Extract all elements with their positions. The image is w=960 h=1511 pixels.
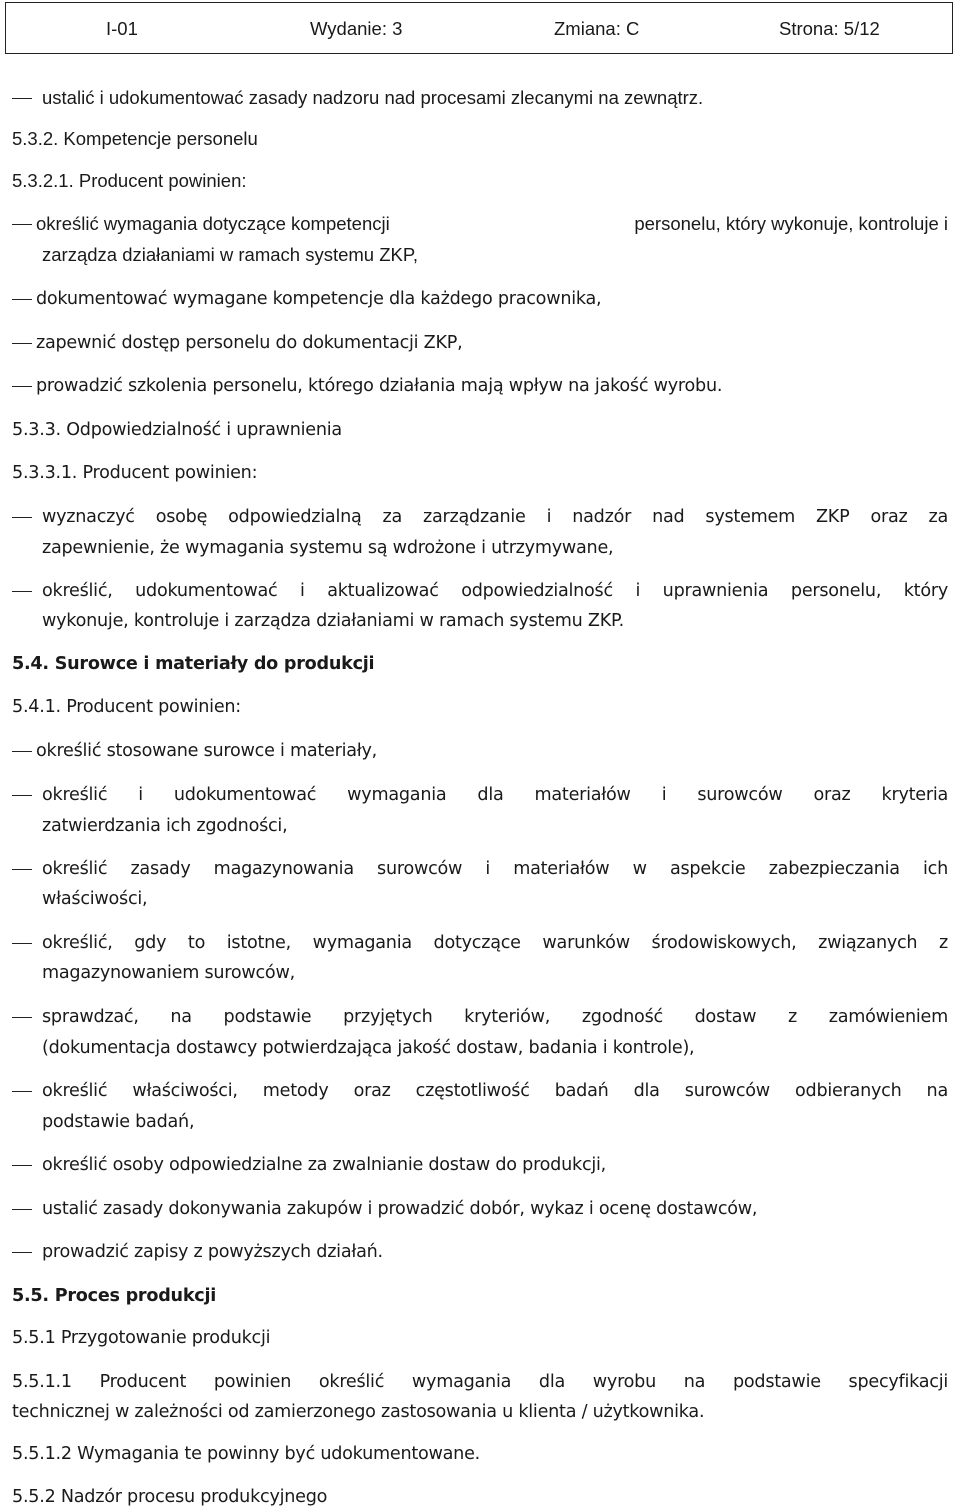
list-item: określić zasady magazynowania surowców i materiałów w aspekcie zabezpieczania ich — [42, 859, 948, 879]
paragraph-heading: 5.3.3.1. Producent powinien: — [12, 463, 258, 483]
list-item: ustalić zasady dokonywania zakupów i prowadzić dobór, wykaz i ocenę dostawców, — [42, 1199, 758, 1219]
section-heading: 5.5. Proces produkcji — [12, 1286, 217, 1306]
paragraph-heading: 5.4.1. Producent powinien: — [12, 697, 241, 717]
bullet-dash — [12, 1252, 32, 1253]
change-indicator: Zmiana: C — [554, 18, 640, 39]
subsection-heading: 5.5.2 Nadzór procesu produkcyjnego — [12, 1487, 328, 1507]
list-item: ustalić i udokumentować zasady nadzoru nad procesami zlecanymi na zewnątrz. — [42, 87, 704, 108]
bullet-dash — [12, 517, 32, 518]
list-item: określić właściwości, metody oraz częstotliwość badań dla surowców odbieranych na — [42, 1081, 948, 1101]
paragraph-continuation: technicznej w zależności od zamierzonego zastosowania u klienta / użytkownika. — [12, 1402, 705, 1422]
list-item: sprawdzać, na podstawie przyjętych kryteriów, zgodność dostaw z zamówieniem — [42, 1007, 948, 1027]
list-item: prowadzić zapisy z powyższych działań. — [42, 1242, 383, 1262]
list-item: prowadzić szkolenia personelu, którego działania mają wpływ na jakość wyrobu. — [36, 376, 723, 396]
paragraph: 5.5.1.2 Wymagania te powinny być udokumentowane. — [12, 1444, 480, 1464]
list-item: określić i udokumentować wymagania dla materiałów i surowców oraz kryteria — [42, 785, 948, 805]
list-item: określić, gdy to istotne, wymagania dotyczące warunków środowiskowych, związanych z — [42, 933, 948, 953]
section-heading: 5.4. Surowce i materiały do produkcji — [12, 654, 375, 674]
list-item-continuation: zapewnienie, że wymagania systemu są wdrożone i utrzymywane, — [42, 538, 614, 558]
doc-id: I-01 — [106, 18, 138, 39]
page-number: Strona: 5/12 — [779, 18, 880, 39]
list-item: określić osoby odpowiedzialne za zwalnianie dostaw do produkcji, — [42, 1155, 606, 1175]
document-header — [5, 2, 953, 54]
bullet-dash — [12, 224, 32, 225]
bullet-dash — [12, 795, 32, 796]
bullet-dash — [12, 343, 32, 344]
list-item — [36, 213, 948, 235]
paragraph-heading: 5.3.2.1. Producent powinien: — [12, 170, 247, 191]
bullet-dash — [12, 98, 32, 99]
list-item-continuation: zatwierdzania ich zgodności, — [42, 816, 288, 836]
subsection-heading: 5.3.2. Kompetencje personelu — [12, 128, 258, 149]
list-item: wyznaczyć osobę odpowiedzialną za zarządzanie i nadzór nad systemem ZKP oraz za — [42, 507, 948, 527]
bullet-dash — [12, 943, 32, 944]
list-item-continuation: (dokumentacja dostawcy potwierdzająca jakość dostaw, badania i kontrole), — [42, 1038, 695, 1058]
subsection-heading: 5.3.3. Odpowiedzialność i uprawnienia — [12, 420, 342, 440]
list-item-part: personelu, który wykonuje, kontroluje i — [634, 213, 948, 234]
bullet-dash — [12, 1091, 32, 1092]
list-item: zapewnić dostęp personelu do dokumentacji ZKP, — [36, 333, 463, 353]
list-item: określić, udokumentować i aktualizować odpowiedzialność i uprawnienia personelu, który — [42, 581, 948, 601]
list-item-continuation: wykonuje, kontroluje i zarządza działaniami w ramach systemu ZKP. — [42, 611, 624, 631]
bullet-dash — [12, 299, 32, 300]
list-item-continuation: zarządza działaniami w ramach systemu ZKP, — [42, 244, 418, 265]
list-item: dokumentować wymagane kompetencje dla każdego pracownika, — [36, 289, 602, 309]
bullet-dash — [12, 591, 32, 592]
bullet-dash — [12, 751, 32, 752]
bullet-dash — [12, 869, 32, 870]
bullet-dash — [12, 1017, 32, 1018]
list-item-continuation: magazynowaniem surowców, — [42, 963, 295, 983]
edition: Wydanie: 3 — [310, 18, 403, 39]
bullet-dash — [12, 1209, 32, 1210]
list-item-continuation: właściwości, — [42, 889, 148, 909]
list-item-continuation: podstawie badań, — [42, 1112, 195, 1132]
list-item: określić stosowane surowce i materiały, — [36, 741, 378, 761]
list-item-part: określić wymagania dotyczące kompetencji — [36, 213, 390, 234]
paragraph: 5.5.1.1 Producent powinien określić wymagania dla wyrobu na podstawie specyfikacji — [12, 1372, 948, 1392]
bullet-dash — [12, 386, 32, 387]
subsection-heading: 5.5.1 Przygotowanie produkcji — [12, 1328, 271, 1348]
bullet-dash — [12, 1165, 32, 1166]
